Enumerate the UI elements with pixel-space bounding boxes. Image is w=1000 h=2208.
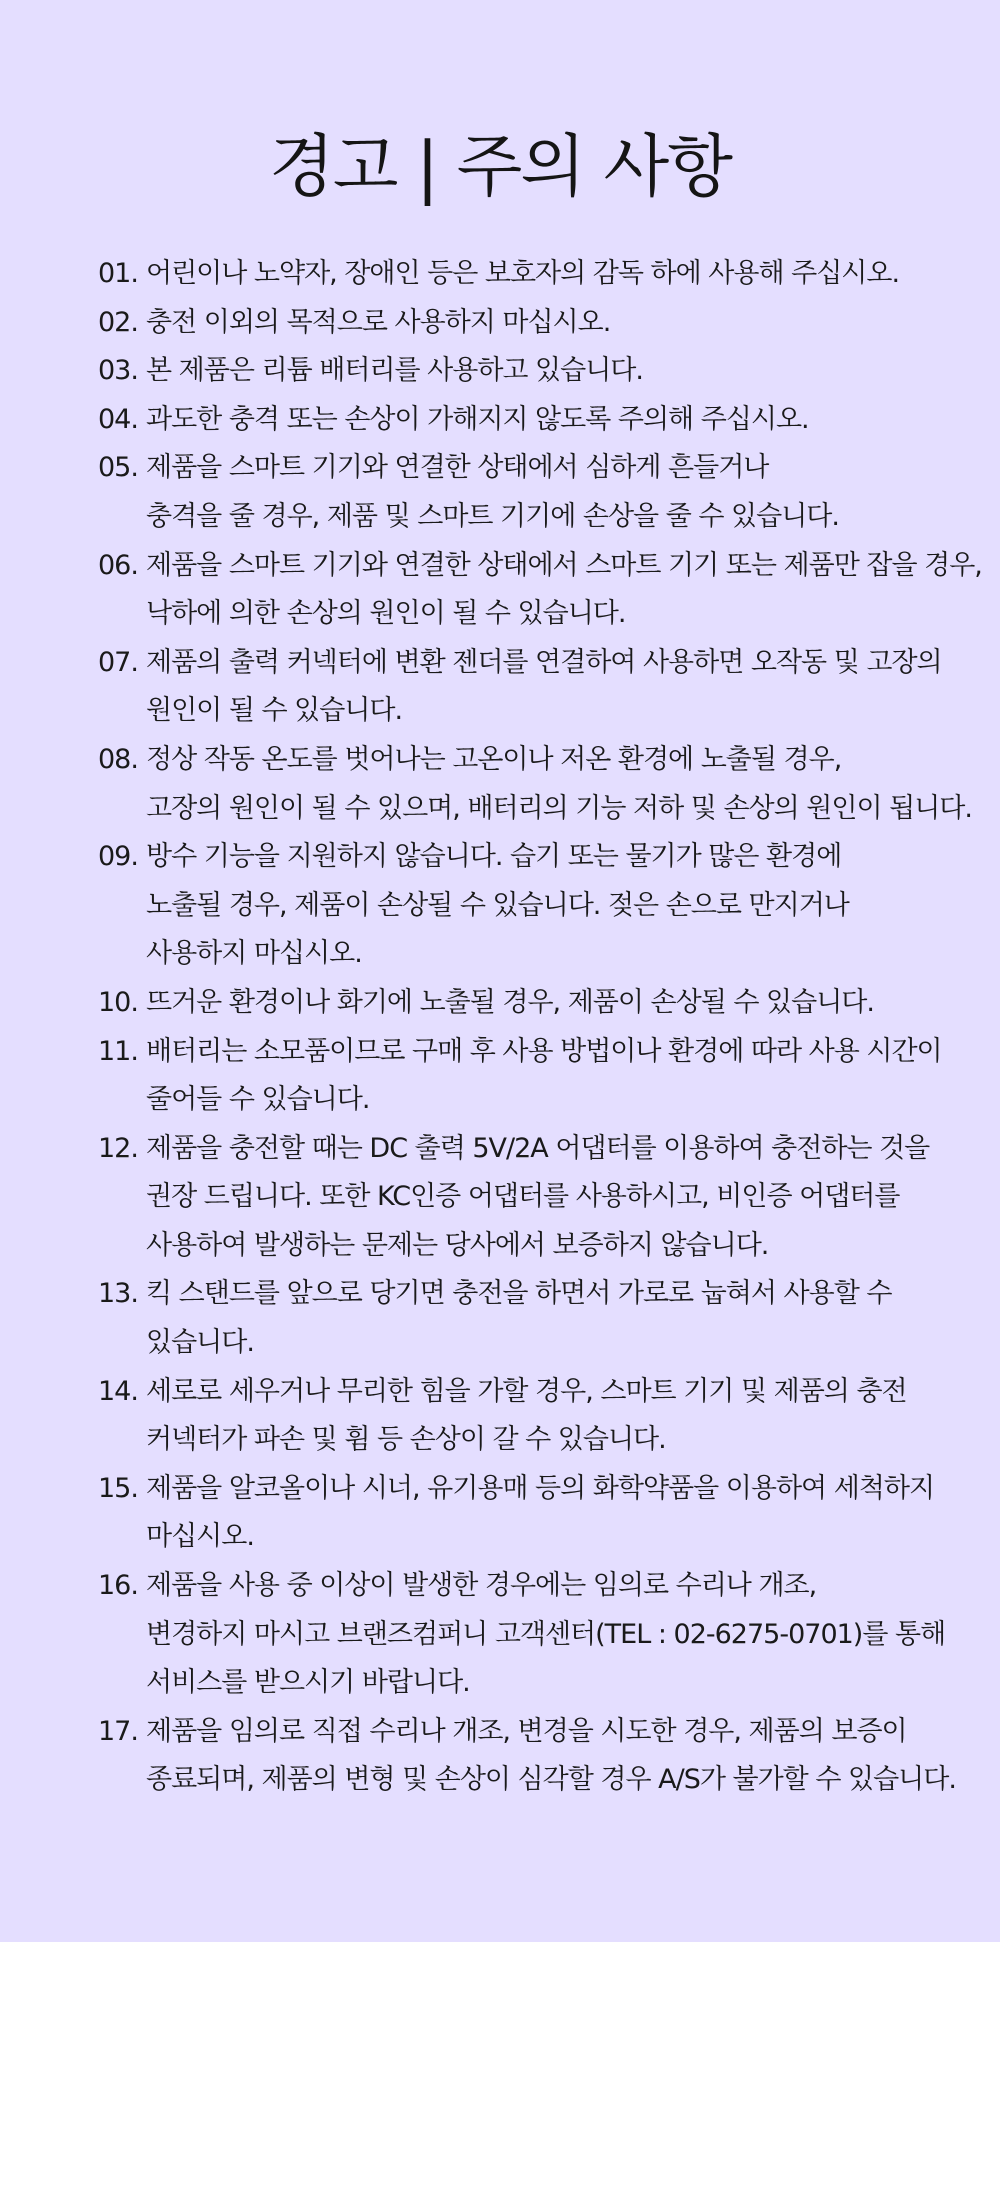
item-number: 10.: [98, 986, 138, 1018]
item-number: 01.: [98, 258, 138, 289]
item-number: 03.: [98, 355, 138, 387]
item-text-line: 제품을 스마트 기기와 연결한 상태에서 스마트 기기 또는 제품만 잡을 경우,: [146, 549, 982, 581]
item-text-line: 줄어들 수 있습니다.: [146, 1084, 370, 1116]
item-text-line: 제품의 출력 커넥터에 변환 젠더를 연결하여 사용하면 오작동 및 고장의: [146, 646, 942, 678]
item-text-line: 본 제품은 리튬 배터리를 사용하고 있습니다.: [146, 355, 643, 387]
item-text-line: 권장 드립니다. 또한 KC인증 어댑터를 사용하시고, 비인증 어댑터를: [146, 1181, 900, 1213]
item-text-line: 낙하에 의한 손상의 원인이 될 수 있습니다.: [146, 598, 626, 630]
item-text-line: 방수 기능을 지원하지 않습니다. 습기 또는 물기가 많은 환경에: [146, 841, 842, 873]
item-text-line: 뜨거운 환경이나 화기에 노출될 경우, 제품이 손상될 수 있습니다.: [146, 986, 874, 1018]
item-text-line: 변경하지 마시고 브랜즈컴퍼니 고객센터(TEL : 02-6275-0701)를 통해: [146, 1618, 946, 1650]
warning-item: [98, 347, 968, 396]
item-text-line: 사용하여 발생하는 문제는 당사에서 보증하지 않습니다.: [146, 1229, 769, 1261]
warning-item: [98, 833, 968, 979]
item-text-line: 제품을 알코올이나 시너, 유기용매 등의 화학약품을 이용하여 세척하지: [146, 1472, 935, 1504]
warning-item: [98, 444, 968, 541]
warning-item: [98, 542, 982, 639]
warning-item: [98, 299, 968, 348]
warning-item: [98, 1028, 968, 1125]
warning-item: [98, 1708, 968, 1805]
warning-item: [98, 396, 968, 445]
item-number: 11.: [98, 1035, 138, 1067]
item-text-line: 고장의 원인이 될 수 있으며, 배터리의 기능 저하 및 손상의 원인이 됩니다.: [146, 792, 972, 824]
warning-item: [98, 1125, 968, 1271]
item-text-line: 제품을 충전할 때는 DC 출력 5V/2A 어댑터를 이용하여 충전하는 것을: [146, 1132, 930, 1164]
warning-item: [98, 639, 968, 736]
item-text-line: 사용하지 마십시오.: [146, 938, 362, 970]
item-text-line: 세로로 세우거나 무리한 힘을 가할 경우, 스마트 기기 및 제품의 충전: [146, 1375, 907, 1407]
item-text-line: 정상 작동 온도를 벗어나는 고온이나 저온 환경에 노출될 경우,: [146, 743, 842, 775]
item-text-line: 서비스를 받으시기 바랍니다.: [146, 1667, 470, 1699]
item-number: 13.: [98, 1278, 138, 1310]
item-number: 02.: [98, 306, 138, 338]
warning-item: [98, 1368, 968, 1465]
item-text-line: 원인이 될 수 있습니다.: [146, 695, 403, 727]
item-number: 09.: [98, 841, 138, 873]
item-text-line: 있습니다.: [146, 1327, 254, 1359]
item-number: 07.: [98, 646, 138, 678]
item-text-line: 킥 스탠드를 앞으로 당기면 충전을 하면서 가로로 눕혀서 사용할 수: [146, 1278, 892, 1310]
warning-item: [98, 736, 972, 833]
item-number: 08.: [98, 743, 138, 775]
item-text-line: 과도한 충격 또는 손상이 가해지지 않도록 주의해 주십시오.: [146, 403, 809, 435]
item-text-line: 종료되며, 제품의 변형 및 손상이 심각할 경우 A/S가 불가할 수 있습니다.: [146, 1764, 956, 1796]
item-text-line: 커넥터가 파손 및 휨 등 손상이 갈 수 있습니다.: [146, 1424, 666, 1456]
item-number: 06.: [98, 549, 138, 581]
item-number: 16.: [98, 1570, 138, 1602]
item-text-line: 제품을 사용 중 이상이 발생한 경우에는 임의로 수리나 개조,: [146, 1570, 817, 1602]
warning-item: [98, 1270, 968, 1367]
warning-item: [98, 1562, 968, 1708]
item-text-line: 제품을 임의로 직접 수리나 개조, 변경을 시도한 경우, 제품의 보증이: [146, 1715, 907, 1747]
page-title: 경고 | 주의 사항: [269, 128, 731, 207]
item-number: 04.: [98, 403, 138, 435]
item-text-line: 노출될 경우, 제품이 손상될 수 있습니다. 젖은 손으로 만지거나: [146, 889, 849, 921]
item-number: 17.: [98, 1715, 138, 1747]
item-text-line: 배터리는 소모품이므로 구매 후 사용 방법이나 환경에 따라 사용 시간이: [146, 1035, 942, 1067]
warning-item: [98, 979, 968, 1028]
item-number: 12.: [98, 1132, 138, 1164]
item-number: 15.: [98, 1472, 138, 1504]
item-number: 14.: [98, 1375, 138, 1407]
warning-list: [98, 250, 982, 1805]
warning-item: [98, 1465, 968, 1562]
item-number: 05.: [98, 452, 138, 484]
item-text-line: 제품을 스마트 기기와 연결한 상태에서 심하게 흔들거나: [146, 452, 769, 484]
warning-item: [98, 250, 968, 299]
item-text-line: 마십시오.: [146, 1521, 254, 1553]
item-text-line: 충격을 줄 경우, 제품 및 스마트 기기에 손상을 줄 수 있습니다.: [146, 500, 839, 532]
item-text-line: 충전 이외의 목적으로 사용하지 마십시오.: [146, 306, 611, 338]
item-text-line: 어린이나 노약자, 장애인 등은 보호자의 감독 하에 사용해 주십시오.: [146, 258, 900, 289]
